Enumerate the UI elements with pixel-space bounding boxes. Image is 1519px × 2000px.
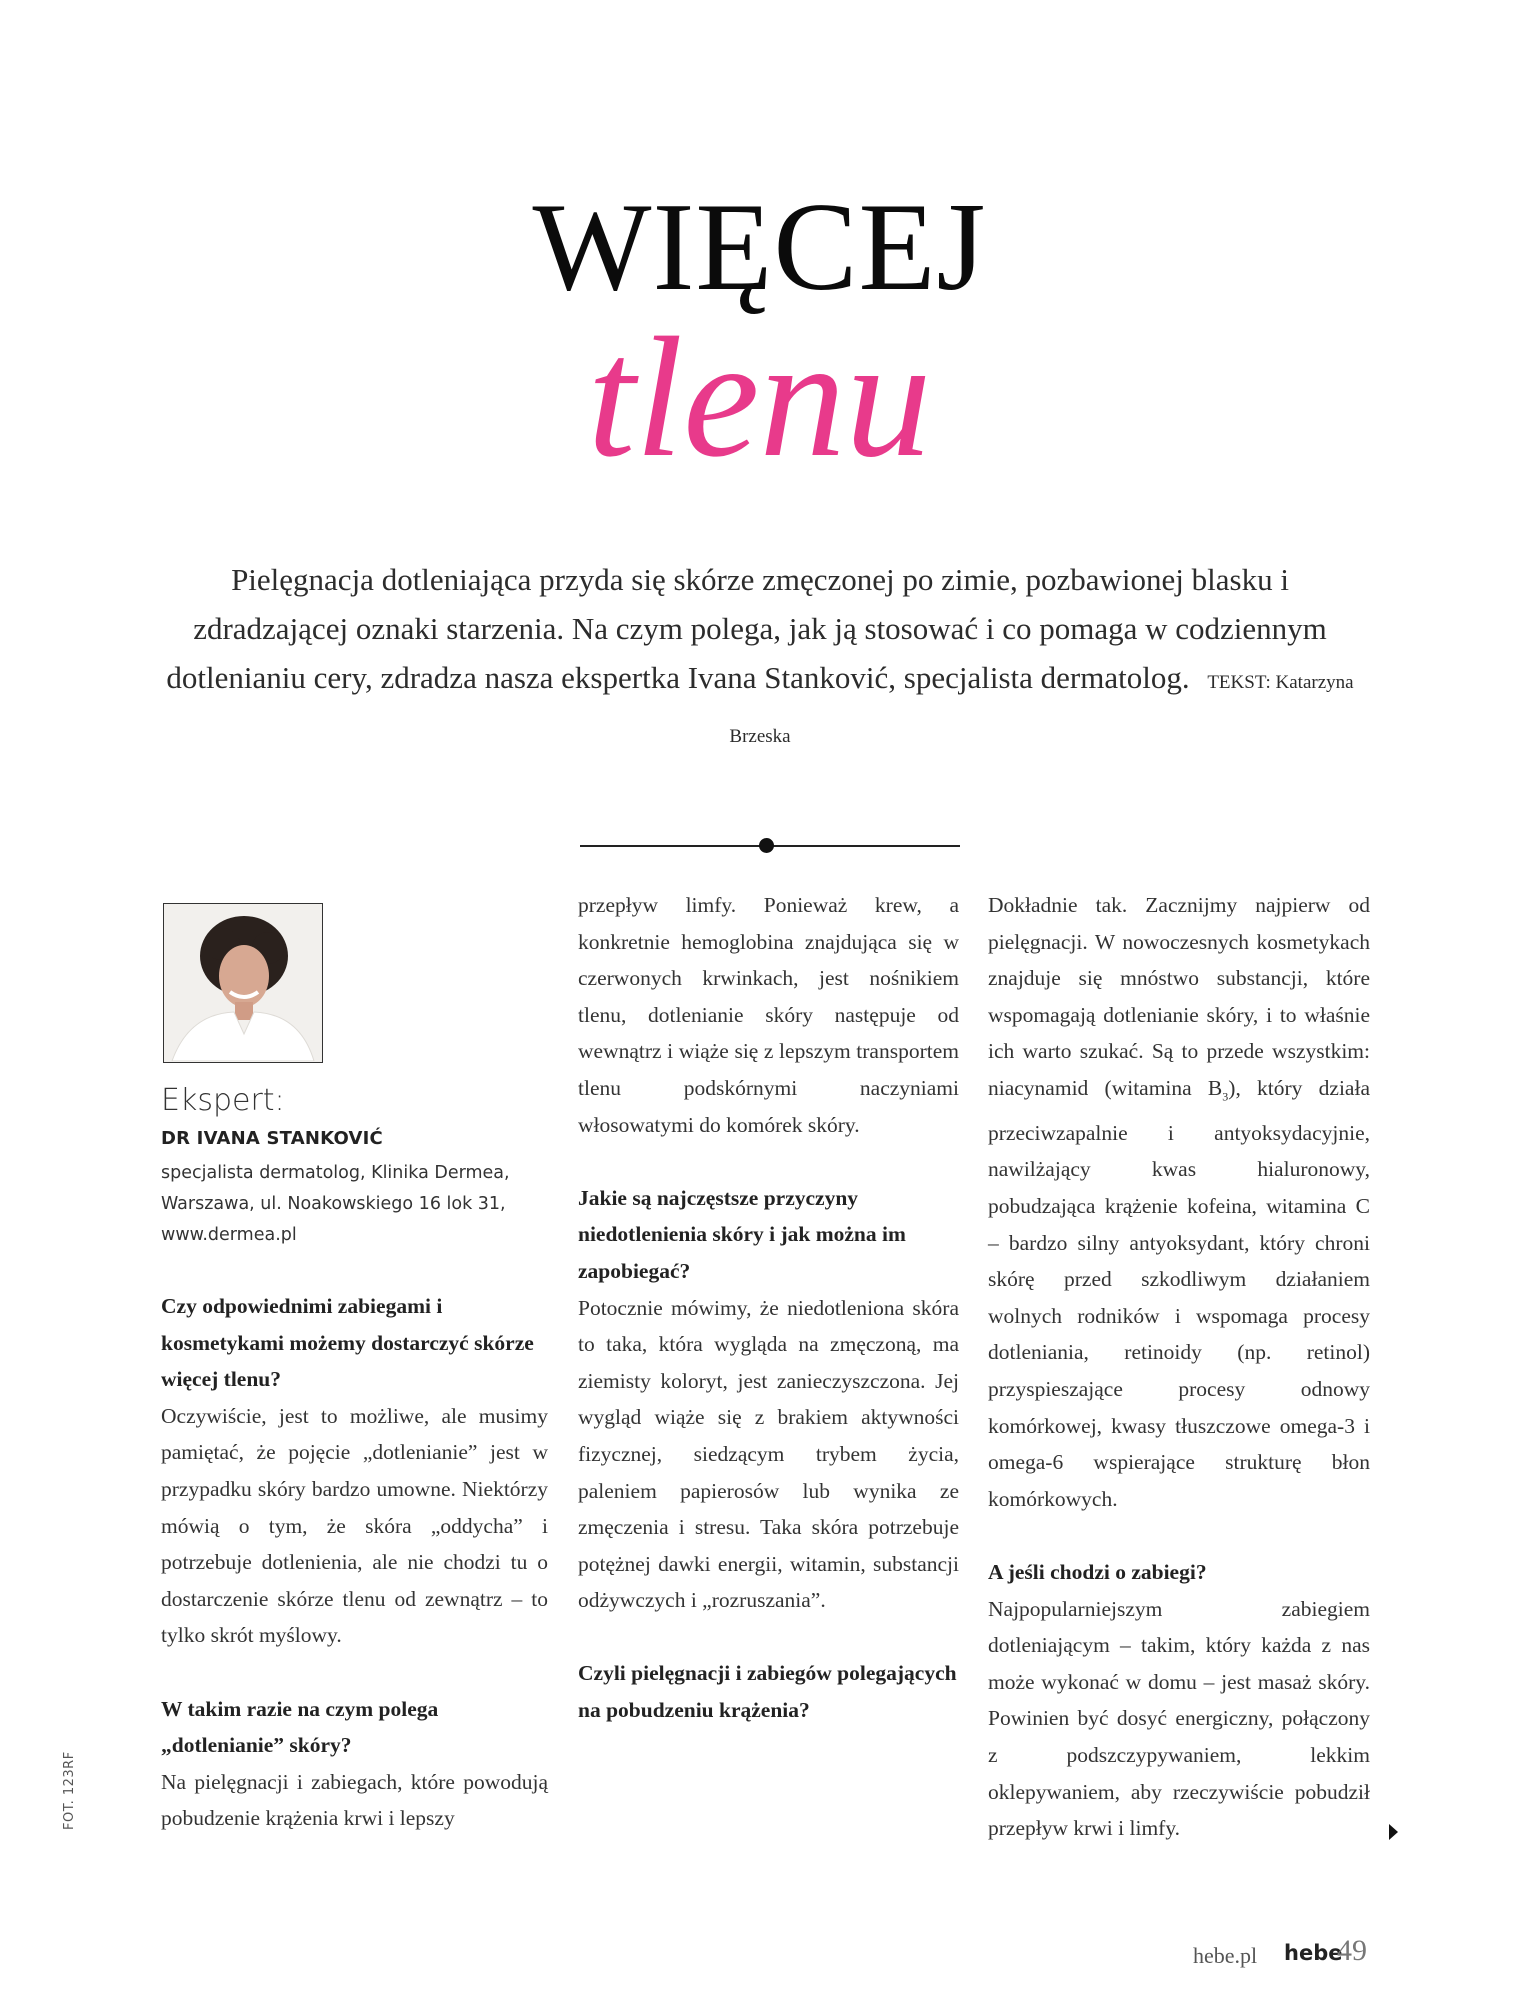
expert-info-line: Warszawa, ul. Noakowskiego 16 lok 31, [161,1194,506,1214]
lead-paragraph [150,555,1370,761]
question: Jakie są najczęstsze przyczyny niedotlenienia skóry i jak można im zapobiegać? [578,1185,906,1283]
question: Czy odpowiednimi zabiegami i kosmetykami możemy dostarczyć skórze więcej tlenu? [161,1294,534,1392]
column-right [988,887,1370,1883]
answer-paragraph: Najpopularniejszym zabiegiem dotleniającym – takim, który każda z nas może wykonać w domu – jest masaż skóry. Powinien być dosyć energiczny, połączony z podszczypywaniem, lekkim oklepywaniem, aby rzeczywiście pobudził przepływ krwi i limfy. [988,1596,1370,1841]
answer-text: Dokładnie tak. Zacznijmy najpierw od pielęgnacji. W nowoczesnych kosmetykach znajduje się mnóstwo substancji, które wspomagają dotlenianie skóry, i to właśnie ich warto szukać. Są to przede wszystkim: niacynamid (witamina B [988,893,1370,1100]
question: W takim razie na czym polega „dotlenianie” skóry? [161,1696,439,1758]
answer-text: ), który działa przeciwzapalnie i antyoksydacyjnie, nawilżający kwas hialuronowy, pobudzająca krążenie kofeina, witamina C – bardzo silny antyoksydant, który chroni skórę przed szkodliwym działaniem wolnych rodników i wspomaga procesy dotleniania, retinoidy (np. retinol) przyspieszające procesy odnowy komórkowej, kwasy tłuszczowe omega-3 i omega-6 wspierające strukturę błon komórkowych. [988,1075,1370,1511]
page-number: 49 [1337,1934,1367,1967]
lead-text: Pielęgnacja dotleniająca przyda się skórze zmęczonej po zimie, pozbawionej blasku i zdradzającej oznaki starzenia. Na czym polega, jak ją stosować i co pomaga w codziennym dotlenianiu cery, zdradza nasza ekspertka Ivana Stanković, specjalista dermatolog. [166,562,1327,695]
subscript: 3 [1222,1089,1229,1104]
expert-website: www.dermea.pl [161,1225,297,1245]
photo-credit: FOT. 123RF [62,1751,77,1830]
headline-main: WIĘCEJ [532,178,987,317]
answer-paragraph: Na pielęgnacji i zabiegach, które powodują pobudzenie krążenia krwi i lepszy [161,1769,548,1831]
triangle-right-icon [1389,1824,1398,1840]
expert-info-line: specjalista dermatolog, Klinika Dermea, [161,1163,510,1183]
answer-paragraph [988,887,1370,1517]
question: A jeśli chodzi o zabiegi? [988,1559,1207,1584]
footer-brand: hebe [1284,1941,1343,1965]
footer-site-link[interactable]: hebe.pl [1193,1943,1258,1968]
answer-paragraph: Potocznie mówimy, że niedotleniona skóra to taka, która wygląda na zmęczoną, ma ziemisty koloryt, jest zanieczyszczona. Jej wygląd wiąże się z brakiem aktywności fizycznej, siedzącym trybem życia, paleniem papierosów lub wynika ze zmęczenia i stresu. Taka skóra potrzebuje potężnej dawki energii, witamin, substancji odżywczych i „rozruszania”. [578,1295,959,1613]
answer-paragraph: przepływ limfy. Ponieważ krew, a konkretnie hemoglobina znajdująca się w czerwonych krwinkach, jest nośnikiem tlenu, dotlenianie skóry następuje od wewnątrz i wiąże się z lepszym transportem tlenu podskórnymi naczyniami włosowatymi do komórek skóry. [578,893,959,1137]
dot-icon [759,838,774,853]
column-left [161,1288,548,1874]
expert-info [161,1158,541,1251]
headline-accent: tlenu [587,303,932,493]
expert-name: DR IVANA STANKOVIĆ [161,1128,383,1149]
column-middle [578,887,959,1729]
answer-paragraph: Oczywiście, jest to możliwe, ale musimy pamiętać, że pojęcie „dotlenianie” jest w przypadku skóry bardzo umowne. Niektórzy mówią o tym, że skóra „oddycha” i potrzebuje dotlenienia, ale nie chodzi tu o dostarczenie skórze tlenu od zewnątrz – to tylko skrót myślowy. [161,1403,548,1648]
expert-label: Ekspert: [161,1083,285,1118]
question: Czyli pielęgnacji i zabiegów polegających na pobudzeniu krążenia? [578,1661,957,1723]
expert-photo [163,903,323,1063]
author-credit: TEKST: Katarzyna Brzeska [729,672,1354,747]
